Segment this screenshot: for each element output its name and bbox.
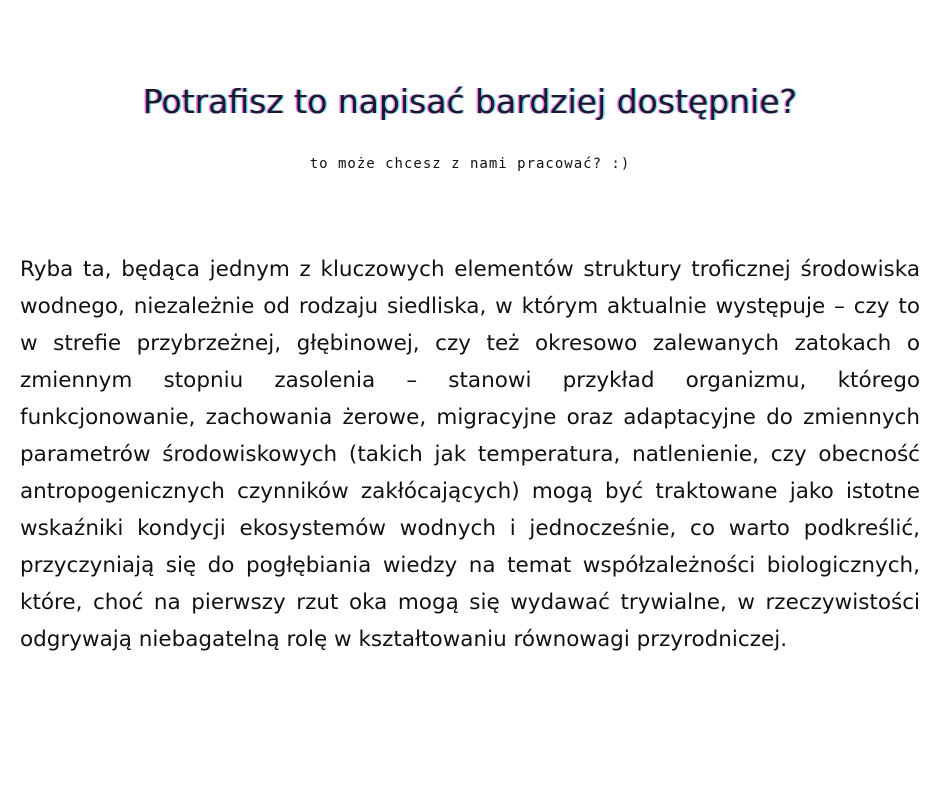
body-paragraph: Ryba ta, będąca jednym z kluczowych elementów struktury troficznej środowiska wodnego, niezależnie od rodzaju siedliska, w którym aktualnie występuje – czy to w strefie przybrzeżnej, głębinowej, czy też okresowo zalewanych zatokach o zmiennym stopniu zasolenia – stanowi przykład organizmu, którego funkcjonowanie, zachowania żerowe, migracyjne oraz adaptacyjne do zmiennych parametrów środowiskowych (takich jak temperatura, natlenienie, czy obecność antropogenicznych czynników zakłócających) mogą być traktowane jako istotne wskaźniki kondycji ekosystemów wodnych i jednocześnie, co warto podkreślić, przyczyniają się do pogłębiania wiedzy na temat współzależności biologicznych, które, choć na pierwszy rzut oka mogą się wydawać trywialne, w rzeczywistości odgrywają niebagatelną rolę w kształtowaniu równowagi przyrodniczej.	[20, 257, 920, 652]
page-subtitle: to może chcesz z nami pracować? :)	[309, 156, 631, 172]
page-title: Potrafisz to napisać bardziej dostępnie?	[142, 82, 798, 121]
